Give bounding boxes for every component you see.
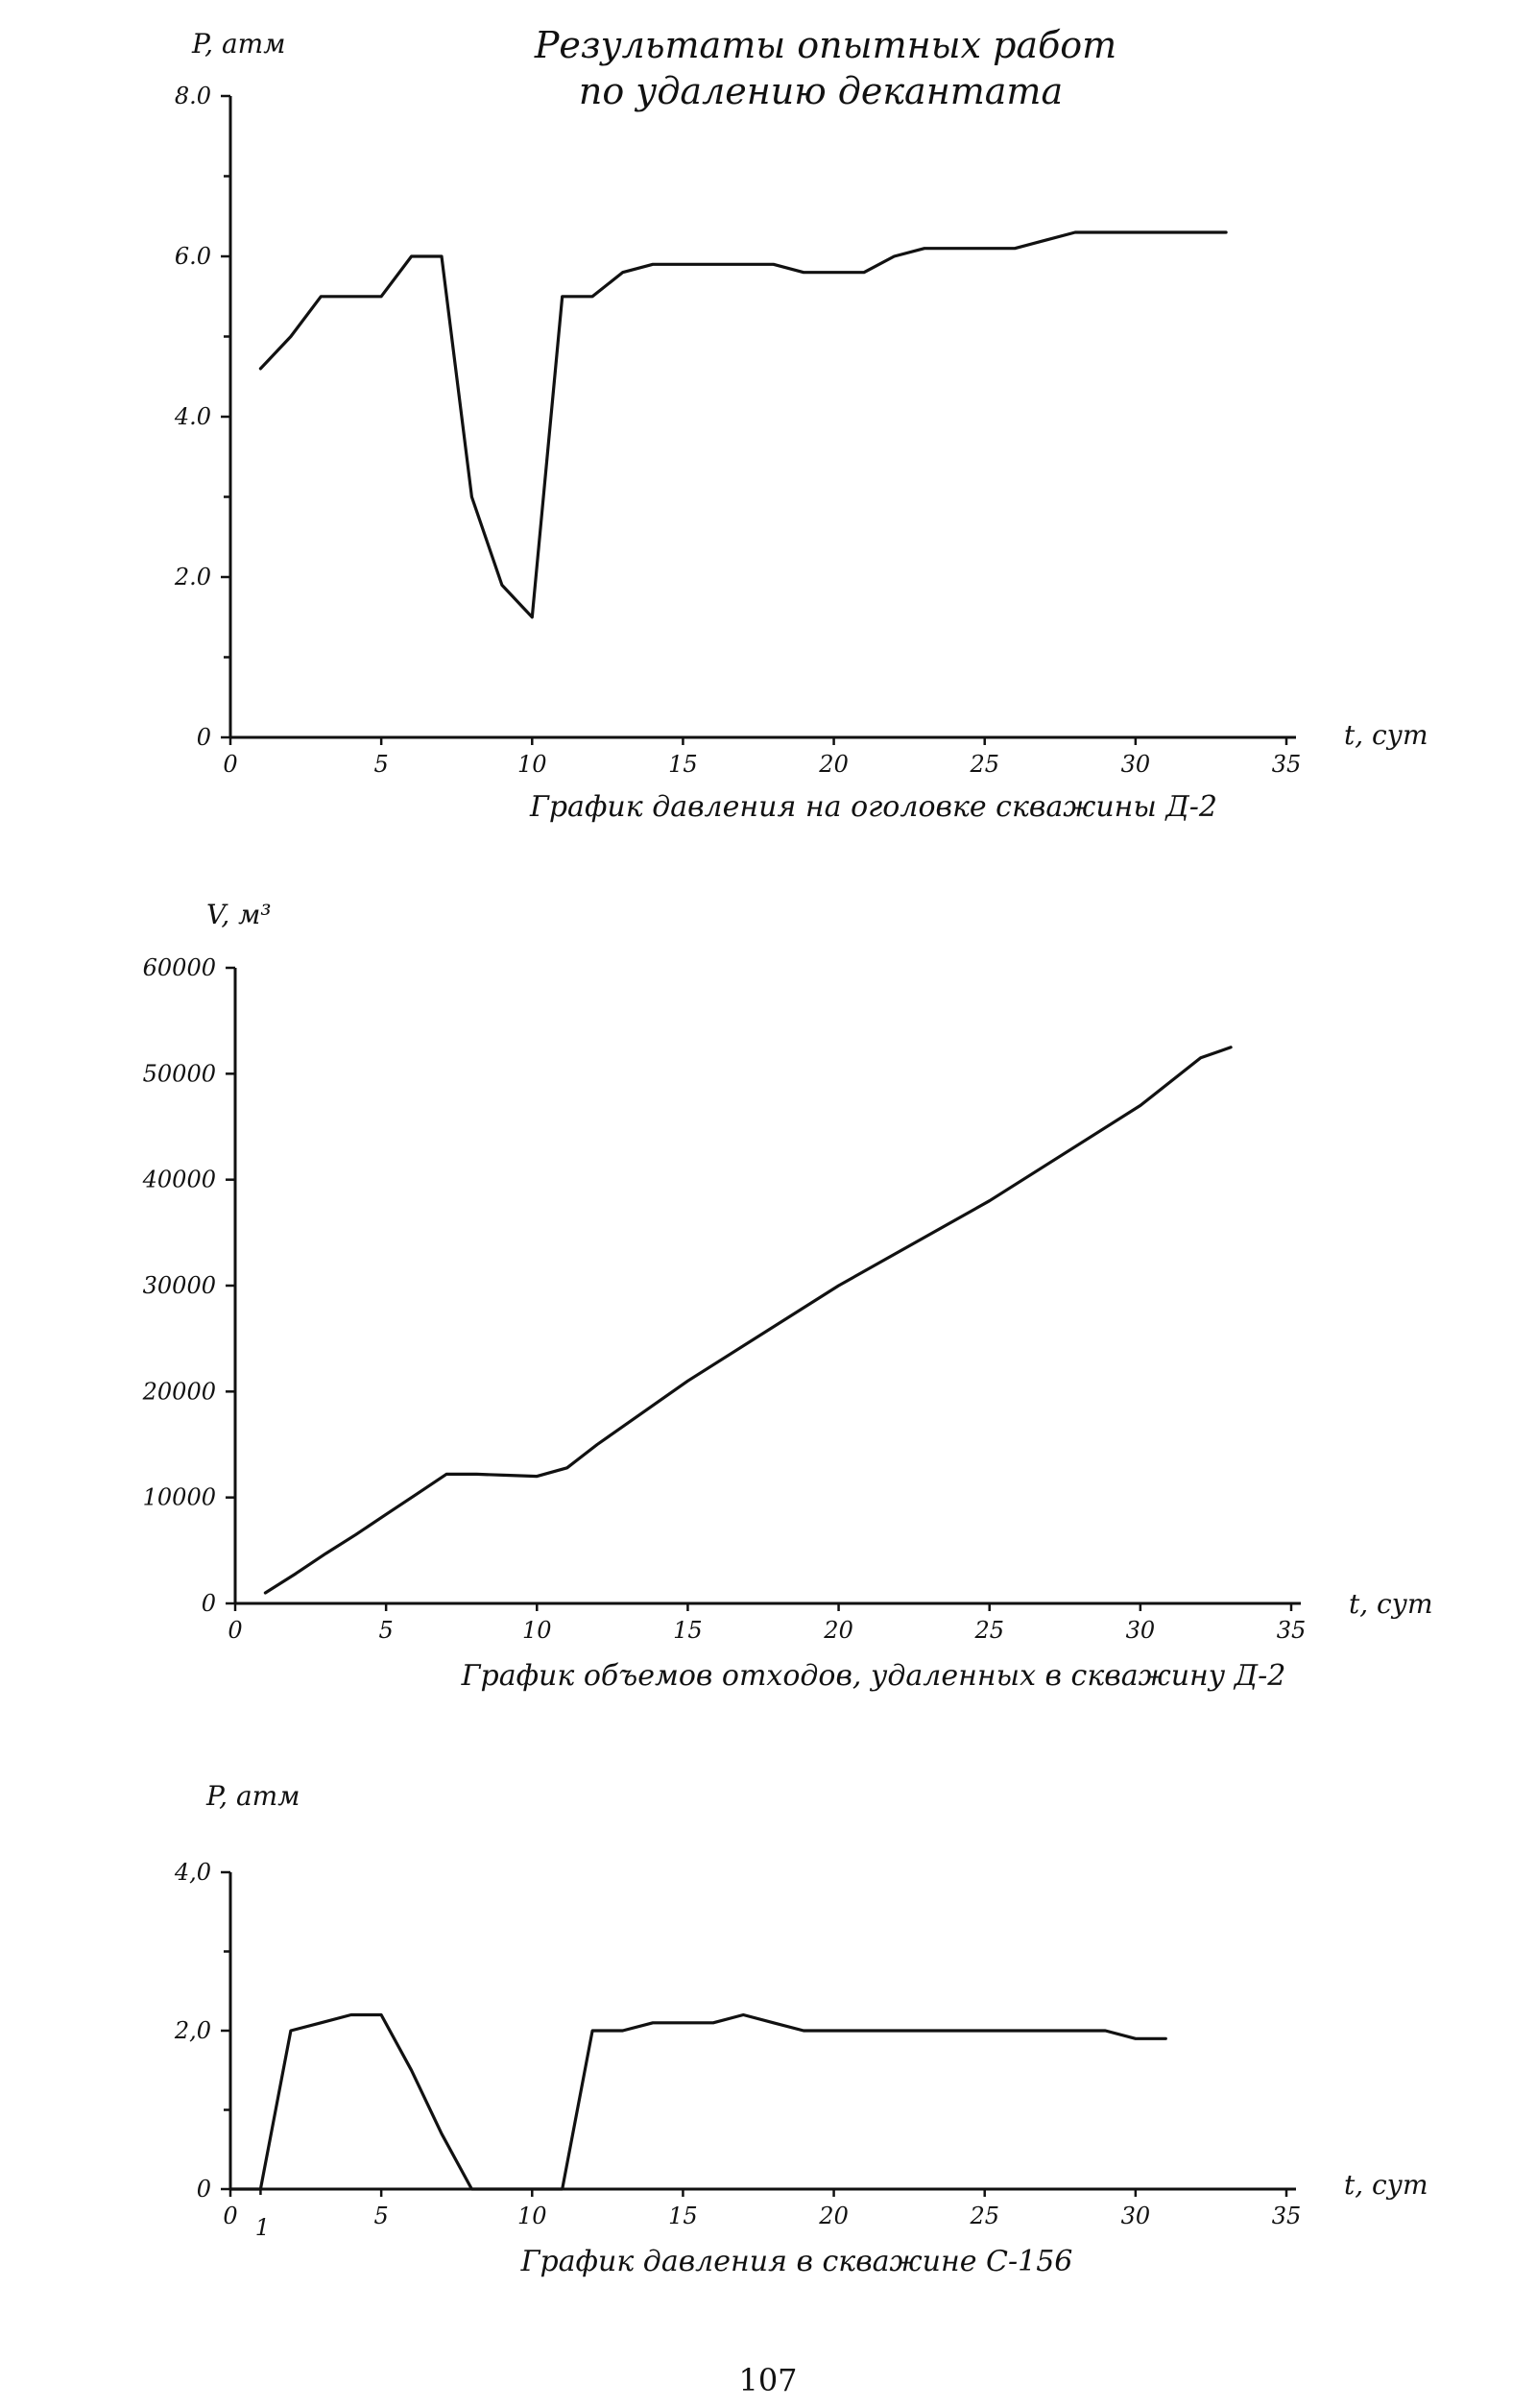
y-tick-label: 10000: [142, 1483, 216, 1511]
x-tick-label: 25: [970, 2203, 999, 2229]
x-axis-label: t, сут: [1344, 2169, 1428, 2201]
y-tick-label: 2,0: [174, 2017, 211, 2044]
x-tick-label: 35: [1271, 2203, 1302, 2229]
series-line: [260, 232, 1226, 617]
chart-caption: График объемов отходов, удаленных в скважину Д-2: [461, 1659, 1286, 1693]
y-tick-label: 0: [201, 1590, 216, 1617]
y-tick-label: 30000: [142, 1272, 216, 1299]
x-tick-label: 35: [1271, 751, 1302, 778]
page-title-line-1: Результаты опытных работ: [534, 24, 1117, 66]
x-axis-label: t, сут: [1349, 1588, 1433, 1620]
x-tick-label: 5: [373, 751, 389, 778]
chart-caption: График давления на оголовке скважины Д-2: [529, 790, 1218, 824]
y-tick-label: 0: [196, 724, 211, 751]
y-axis-label: V, м³: [206, 899, 272, 930]
x-tick-label: 0: [223, 751, 238, 778]
series-line: [265, 1047, 1231, 1593]
x-tick-label: 20: [824, 1617, 853, 1644]
x-tick-label: 15: [673, 1617, 703, 1644]
y-tick-label: 4,0: [174, 1859, 211, 1886]
x-tick-label: 0: [228, 1617, 243, 1644]
chart-wellhead-pressure-d2: [174, 28, 1428, 824]
y-tick-label: 6.0: [174, 243, 211, 270]
x-tick-label: 30: [1120, 2203, 1151, 2229]
y-axis-label: P, атм: [192, 28, 286, 60]
x-tick-label: 10: [517, 2203, 547, 2229]
x-tick-label: 30: [1120, 751, 1151, 778]
x-tick-label: 20: [819, 2203, 849, 2229]
y-tick-label: 20000: [142, 1378, 216, 1406]
y-tick-label: 2.0: [174, 564, 211, 590]
x-tick-label: 15: [668, 2203, 698, 2229]
x-tick-label: 20: [819, 751, 849, 778]
x-tick-label: 25: [974, 1617, 1004, 1644]
y-tick-label: 40000: [142, 1166, 216, 1193]
x-tick-label: 5: [378, 1617, 394, 1644]
y-axis-label: P, атм: [206, 1780, 300, 1812]
x-tick-label: 30: [1125, 1617, 1156, 1644]
page-number: 107: [738, 2362, 798, 2398]
y-tick-label: 60000: [142, 954, 216, 981]
page-title-line-2: по удалению декантата: [578, 70, 1064, 112]
chart-pressure-c156: [174, 1780, 1428, 2278]
x-tick-label: 10: [522, 1617, 552, 1644]
chart-waste-volume-d2: [142, 899, 1433, 1693]
x-tick-label: 5: [373, 2203, 389, 2229]
chart-caption: График давления в скважине С-156: [520, 2245, 1073, 2278]
y-tick-label: 50000: [142, 1060, 216, 1088]
x-minor-tick-label: 1: [254, 2214, 271, 2241]
x-tick-label: 35: [1276, 1617, 1307, 1644]
x-axis-label: t, сут: [1344, 719, 1428, 751]
x-tick-label: 15: [668, 751, 698, 778]
x-tick-label: 0: [223, 2203, 238, 2229]
y-tick-label: 0: [196, 2176, 211, 2203]
x-tick-label: 10: [517, 751, 547, 778]
series-line: [230, 2015, 1165, 2190]
x-tick-label: 25: [970, 751, 999, 778]
y-tick-label: 8.0: [174, 83, 211, 109]
y-tick-label: 4.0: [174, 403, 211, 430]
